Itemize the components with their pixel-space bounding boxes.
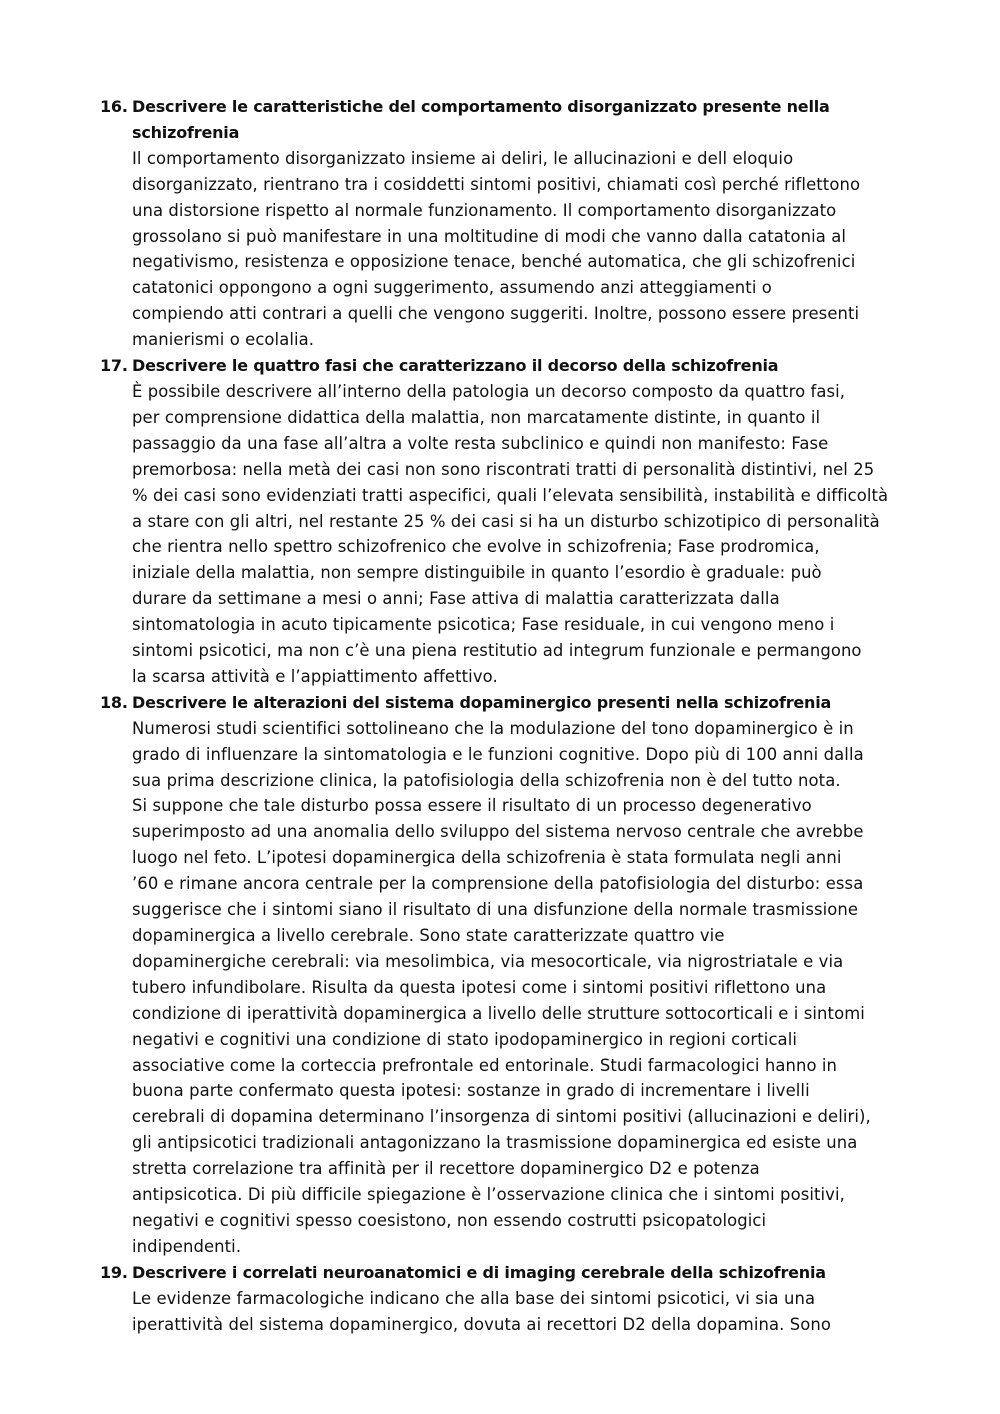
answer-line: dopaminergica a livello cerebrale. Sono state caratterizzate quattro vie xyxy=(132,926,725,945)
answer-line: negativismo, resistenza e opposizione tenace, benché automatica, che gli schizofrenici xyxy=(132,252,856,272)
answer-line: sintomatologia in acuto tipicamente psicotica; Fase residuale, in cui vengono meno i xyxy=(132,615,835,635)
answer-line: È possibile descrivere all’interno della patologia un decorso composto da quattro fasi, xyxy=(132,381,846,401)
question-item xyxy=(100,1260,940,1338)
answer-line: tubero infundibolare. Risulta da questa ipotesi come i sintomi positivi riflettono una xyxy=(132,977,827,997)
answer-line: Si suppone che tale disturbo possa essere il risultato di un processo degenerativo xyxy=(132,796,812,816)
answer-line: Il comportamento disorganizzato insieme ai deliri, le allucinazioni e dell eloquio xyxy=(132,148,794,168)
question-number: 19. xyxy=(100,1262,128,1282)
answer-line: grado di influenzare la sintomatologia e le funzioni cognitive. Dopo più di 100 anni dalla xyxy=(132,744,864,764)
answer-text xyxy=(132,1286,940,1338)
question-title-line: Descrivere le alterazioni del sistema dopaminergico presenti nella schizofrenia xyxy=(132,692,832,712)
answer-line: condizione di iperattività dopaminergica a livello delle strutture sottocorticali e i sintomi xyxy=(132,1003,865,1023)
answer-line: sintomi psicotici, ma non c’è una piena restitutio ad integrum funzionale e permangono xyxy=(132,641,862,661)
answer-text xyxy=(132,146,940,353)
answer-line: manierismi o ecolalia. xyxy=(132,330,315,350)
question-item xyxy=(100,690,940,1260)
question-title xyxy=(132,1260,940,1286)
answer-line: negativi e cognitivi spesso coesistono, non essendo costrutti psicopatologici xyxy=(132,1210,767,1230)
answer-line: durare da settimane a mesi o anni; Fase attiva di malattia caratterizzata dalla xyxy=(132,589,780,609)
question-title-line: schizofrenia xyxy=(132,122,240,142)
answer-line: luogo nel feto. L’ipotesi dopaminergica della schizofrenia è stata formulata negli anni xyxy=(132,848,842,868)
question-number: 16. xyxy=(100,97,128,116)
answer-line: disorganizzato, rientrano tra i cosiddetti sintomi positivi, chiamati così perché riflettono xyxy=(132,174,861,194)
answer-line: grossolano si può manifestare in una moltitudine di modi che vanno dalla catatonia al xyxy=(132,226,847,246)
answer-line: che rientra nello spettro schizofrenico che evolve in schizofrenia; Fase prodromica, xyxy=(132,537,820,557)
answer-line: gli antipsicotici tradizionali antagonizzano la trasmissione dopaminergica ed esiste una xyxy=(132,1133,858,1153)
answer-line: stretta correlazione tra affinità per il recettore dopaminergico D2 e potenza xyxy=(132,1159,760,1179)
answer-line: Numerosi studi scientifici sottolineano che la modulazione del tono dopaminergico è in xyxy=(132,718,854,738)
answer-line: buona parte confermato questa ipotesi: sostanze in grado di incrementare i livelli xyxy=(132,1081,810,1101)
question-list xyxy=(100,94,940,1338)
answer-line: associative come la corteccia prefrontale ed entorinale. Studi farmacologici hanno in xyxy=(132,1055,838,1075)
question-title xyxy=(132,690,940,716)
answer-line: negativi e cognitivi una condizione di stato ipodopaminergico in regioni corticali xyxy=(132,1029,798,1049)
question-title-line: Descrivere i correlati neuroanatomici e di imaging cerebrale della schizofrenia xyxy=(132,1262,826,1282)
answer-line: % dei casi sono evidenziati tratti aspecifici, quali l’elevata sensibilità, instabilità e difficoltà xyxy=(132,485,889,505)
answer-line: iniziale della malattia, non sempre distinguibile in quanto l’esordio è graduale: può xyxy=(132,563,822,583)
answer-text xyxy=(132,379,940,690)
question-number: 18. xyxy=(100,692,128,712)
answer-line: passaggio da una fase all’altra a volte resta subclinico e quindi non manifesto: Fase xyxy=(132,433,829,453)
answer-line: per comprensione didattica della malattia, non marcatamente distinte, in quanto il xyxy=(132,407,821,427)
answer-line: premorbosa: nella metà dei casi non sono riscontrati tratti di personalità distintivi, nel 25 xyxy=(132,459,875,479)
answer-line: una distorsione rispetto al normale funzionamento. Il comportamento disorganizzato xyxy=(132,200,837,220)
answer-line: a stare con gli altri, nel restante 25 % dei casi si ha un disturbo schizotipico di personalità xyxy=(132,511,880,531)
answer-line: sua prima descrizione clinica, la patofisiologia della schizofrenia non è del tutto nota. xyxy=(132,770,841,790)
question-title xyxy=(132,353,940,379)
answer-line: antipsicotica. Di più difficile spiegazione è l’osservazione clinica che i sintomi positivi, xyxy=(132,1185,845,1205)
answer-line: compiendo atti contrari a quelli che vengono suggeriti. Inoltre, possono essere presenti xyxy=(132,304,860,324)
answer-line: ’60 e rimane ancora centrale per la comprensione della patofisiologia del disturbo: essa xyxy=(132,874,864,894)
question-title-line: Descrivere le quattro fasi che caratterizzano il decorso della schizofrenia xyxy=(132,356,779,376)
question-item xyxy=(100,94,940,353)
question-title xyxy=(132,94,940,146)
answer-line: dopaminergiche cerebrali: via mesolimbica, via mesocorticale, via nigrostriatale e via xyxy=(132,951,844,971)
answer-line: iperattività del sistema dopaminergico, dovuta ai recettori D2 della dopamina. Sono xyxy=(132,1314,831,1334)
answer-line: suggerisce che i sintomi siano il risultato di una disfunzione della normale trasmissione xyxy=(132,900,859,920)
answer-line: Le evidenze farmacologiche indicano che alla base dei sintomi psicotici, vi sia una xyxy=(132,1288,816,1308)
answer-line: la scarsa attività e l’appiattimento affettivo. xyxy=(132,666,498,686)
answer-line: catatonici oppongono a ogni suggerimento, assumendo anzi atteggiamenti o xyxy=(132,278,772,298)
answer-text xyxy=(132,716,940,1260)
answer-line: indipendenti. xyxy=(132,1236,242,1256)
question-item xyxy=(100,353,940,690)
answer-line: cerebrali di dopamina determinano l’insorgenza di sintomi positivi (allucinazioni e deliri), xyxy=(132,1107,871,1127)
question-number: 17. xyxy=(100,356,128,376)
question-title-line: Descrivere le caratteristiche del comportamento disorganizzato presente nella xyxy=(132,97,830,116)
answer-line: superimposto ad una anomalia dello sviluppo del sistema nervoso centrale che avrebbe xyxy=(132,822,864,842)
